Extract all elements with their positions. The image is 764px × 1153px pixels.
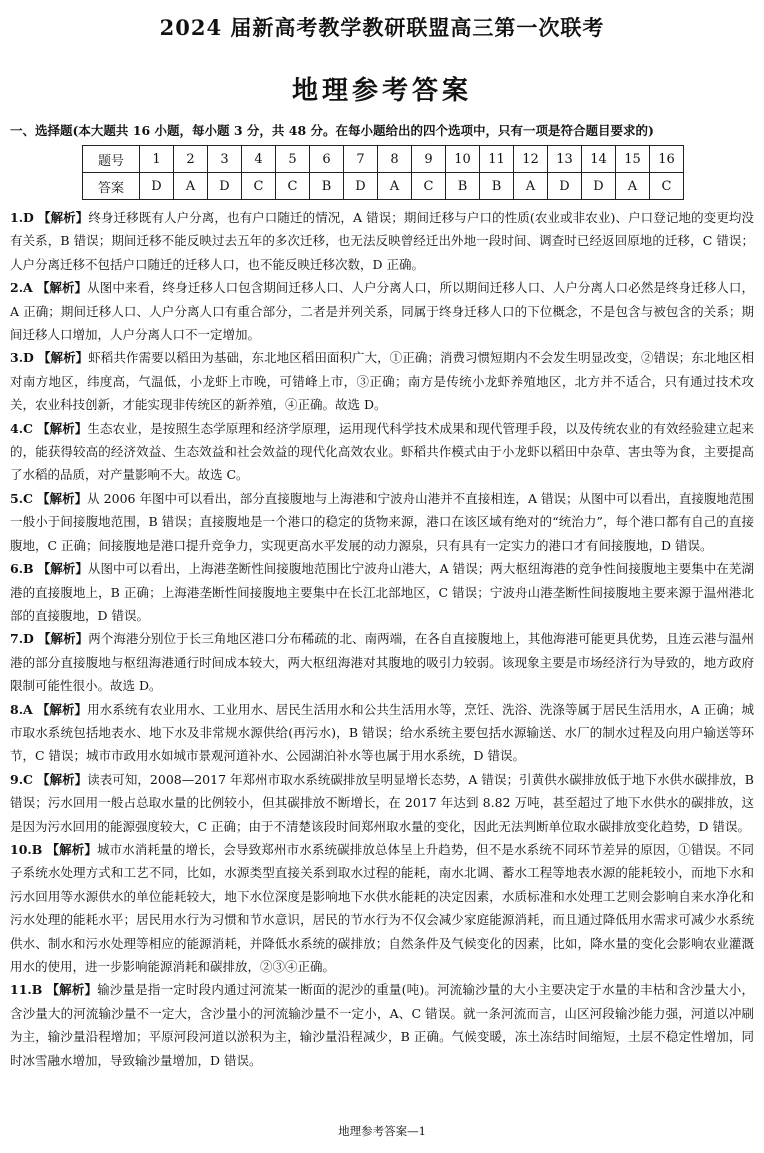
- analysis-tag: 【解析】: [37, 210, 89, 225]
- explanation-item: [10, 417, 754, 487]
- answer-cell: D: [582, 173, 616, 200]
- explanation-item: [10, 978, 754, 1072]
- explanation-text: 两个海港分别位于长三角地区港口分布稀疏的北、南两端，在各自直接腹地上，其他海港可能更具优势，且连云港与温州港的部分直接腹地与枢纽海港通行时间成本较大，两大枢纽海港对其腹地的吸引力较弱。该现象主要是市场经济行为导致的，地方政府限制可能性很小。故选 D。: [10, 631, 754, 694]
- answer-cell: A: [616, 173, 650, 200]
- question-number-cell: 4: [242, 146, 276, 173]
- page-footer: 地理参考答案—1: [338, 1124, 426, 1138]
- question-number-cell: 13: [548, 146, 582, 173]
- answer-cell: D: [344, 173, 378, 200]
- explanation-item: [10, 557, 754, 627]
- answer-cell: B: [310, 173, 344, 200]
- explanation-item: [10, 346, 754, 416]
- question-number-cell: 2: [174, 146, 208, 173]
- explanation-text: 从图中可以看出，上海港垄断性间接腹地范围比宁波舟山港大，A 错误；两大枢纽海港的竞争性间接腹地主要集中在芜湖港的直接腹地上，B 正确；上海港垄断性间接腹地主要集中在长江北部地区，C 错误；宁波舟山港垄断性间接腹地主要来源于温州港北部的直接腹地，D 错误。: [10, 561, 754, 623]
- answer-table-number-row: [83, 146, 684, 173]
- question-number: 11.B: [10, 982, 43, 998]
- explanation-text: 读表可知，2008—2017 年郑州市取水系统碳排放呈明显增长态势，A 错误；引黄供水碳排放低于地下水供水碳排放，B 错误；污水回用一般占总取水量的比例较小，但其碳排放不断增长，在 2017 年达到 8.82 万吨，甚至超过了地下水供水的碳排放，这是因为污水回用的能源强度较大，C 正确；由于不清楚该段时间郑州取水量的变化，因此无法判断单位取水碳排放变化趋势，D 错误。: [10, 771, 754, 834]
- explanation-item: [10, 276, 754, 346]
- question-number-cell: 16: [650, 146, 684, 173]
- question-number: 4.C: [10, 420, 33, 436]
- analysis-tag: 【解析】: [37, 350, 89, 366]
- question-number-cell: 3: [208, 146, 242, 173]
- analysis-tag: 【解析】: [36, 701, 88, 717]
- answer-cell: D: [208, 173, 242, 200]
- question-number: 2.A: [10, 280, 33, 296]
- explanation-text: 生态农业，是按照生态学原理和经济学原理，运用现代科学技术成果和现代管理手段，以及传统农业的有效经验建立起来的，能获得较高的经济效益、生态效益和社会效益的现代化高效农业。虾稻共作模式由于小龙虾以稻田中杂草、害虫等为食，主要提高了水稻的品质，对产量影响不大。故选 C。: [10, 420, 754, 483]
- explanation-text: 用水系统有农业用水、工业用水、居民生活用水和公共生活用水等，烹饪、洗浴、洗涤等属于居民生活用水，A 正确；城市取水系统包括地表水、地下水及非常规水源供给(再污水)，B 错误；给水系统主要包括水源输送、水厂的制水过程及向用户输送等环节，C 错误；城市市政用水如城市景观河道补水、公园湖泊补水等也属于用水系统，D 错误。: [10, 701, 754, 764]
- explanation-text: 从 2006 年图中可以看出，部分直接腹地与上海港和宁波舟山港并不直接相连，A 错误；从图中可以看出，直接腹地范围一般小于间接腹地范围，B 错误；直接腹地是一个港口的稳定的货物来源，港口在该区域有绝对的“统治力”，每个港口都有自己的直接腹地，C 正确；间接腹地是港口提升竞争力，实现更高水平发展的动力源泉，只有具有一定实力的港口才有间接腹地，D 错误。: [10, 490, 754, 553]
- question-number: 5.C: [10, 490, 33, 506]
- question-number: 6.B: [10, 561, 34, 577]
- exam-title: 2024 届新高考教学教研联盟高三第一次联考: [159, 15, 605, 40]
- answer-cell: D: [548, 173, 582, 200]
- question-number-cell: 12: [514, 146, 548, 173]
- answer-cell: A: [514, 173, 548, 200]
- question-number: 1.D: [10, 210, 34, 225]
- analysis-tag: 【解析】: [37, 771, 88, 787]
- answer-table-answer-row: [83, 173, 684, 200]
- answer-table-row-label: 题号: [83, 146, 140, 173]
- question-number-cell: 5: [276, 146, 310, 173]
- answer-cell: B: [446, 173, 480, 200]
- question-number-cell: 15: [616, 146, 650, 173]
- question-number-cell: 8: [378, 146, 412, 173]
- analysis-tag: 【解析】: [37, 490, 88, 506]
- explanation-item: [10, 698, 754, 768]
- question-number-cell: 7: [344, 146, 378, 173]
- section-heading: 一、选择题(本大题共 16 小题，每小题 3 分，共 48 分。在每小题给出的四个选项中，只有一项是符合题目要求的): [10, 123, 654, 138]
- explanation-text: 终身迁移既有人户分离，也有户口随迁的情况，A 错误；期间迁移与户口的性质(农业或非农业)、户口登记地的变更均没有关系，B 错误；期间迁移不能反映过去五年的多次迁移，也无法反映曾经迁出外地一段时间、调查时已经返回原地的迁移，C 错误；人户分离迁移不包括户口随迁的迁移人口，也不能反映迁移次数，D 正确。: [10, 210, 754, 272]
- answer-cell: C: [650, 173, 684, 200]
- explanation-text: 从图中来看，终身迁移人口包含期间迁移人口、人户分离人口，所以期间迁移人口、人户分离人口必然是终身迁移人口，A 正确；期间迁移人口、人户分离人口有重合部分，二者是并列关系，同属于终身迁移人口的下位概念，不是包含与被包含的关系；期间迁移人口增加，人户分离人口不一定增加。: [10, 280, 754, 343]
- explanation-text: 城市水消耗量的增长，会导致郑州市水系统碳排放总体呈上升趋势，但不是水系统不同环节差异的原因，①错误。不同子系统水处理方式和工艺不同，比如，水源类型直接关系到取水过程的能耗，南水北调、蓄水工程等地表水源的能耗较小，而地下水和污水回用等水源供水的单位能耗较大，地下水位深度是影响地下水供水能耗的决定因素，水质标准和水处理工艺则会影响自来水净化和污水处理的能耗水平；居民用水行为习惯和节水意识，居民的节水行为不仅会减少家庭能源消耗，而且通过降低用水需求可减少水系统供水、制水和污水处理等相应的能源消耗，并降低水系统的碳排放；自然条件及气候变化的因素，比如，降水量的变化会影响农业灌溉用水的使用，进一步影响能源消耗和碳排放，②③④正确。: [10, 841, 754, 974]
- explanation-item: [10, 206, 754, 276]
- question-number-cell: 1: [140, 146, 174, 173]
- explanations-list: [10, 206, 754, 1072]
- answer-cell: C: [242, 173, 276, 200]
- question-number-cell: 6: [310, 146, 344, 173]
- explanation-text: 输沙量是指一定时段内通过河流某一断面的泥沙的重量(吨)。河流输沙量的大小主要决定于水量的丰枯和含沙量大小，含沙量大的河流输沙量不一定大，含沙量小的河流输沙量不一定小，A、C 错误。就一条河流而言，山区河段输沙能力强，河道以冲刷为主，输沙量沿程增加；平原河段河道以淤积为主，输沙量沿程减少，B 正确。气候变暖，冻土冻结时间缩短，土层不稳定性增加，同时冰雪融水增加，导致输沙量增加，D 错误。: [10, 982, 754, 1068]
- question-number: 8.A: [10, 701, 33, 717]
- answer-cell: C: [276, 173, 310, 200]
- explanation-item: [10, 768, 754, 838]
- answer-cell: A: [378, 173, 412, 200]
- analysis-tag: 【解析】: [46, 841, 97, 857]
- question-number-cell: 14: [582, 146, 616, 173]
- answer-cell: C: [412, 173, 446, 200]
- question-number: 7.D: [10, 631, 34, 647]
- explanation-text: 虾稻共作需要以稻田为基础，东北地区稻田面积广大，①正确；消费习惯短期内不会发生明显改变，②错误；东北地区相对南方地区，纬度高，气温低，小龙虾上市晚，可错峰上市，③正确；南方是传统小龙虾养殖地区，北方并不适合，只有通过技术攻关，农业科技创新，才能实现非传统区的新养殖，④正确。故选 D。: [10, 350, 754, 413]
- page-title: 地理参考答案: [291, 76, 472, 106]
- analysis-tag: 【解析】: [36, 280, 88, 296]
- analysis-tag: 【解析】: [37, 420, 88, 436]
- question-number-cell: 10: [446, 146, 480, 173]
- explanation-item: [10, 838, 754, 978]
- answer-table-row-label: 答案: [83, 173, 140, 200]
- answer-cell: B: [480, 173, 514, 200]
- question-number-cell: 11: [480, 146, 514, 173]
- question-number: 3.D: [10, 350, 34, 366]
- question-number: 10.B: [10, 841, 43, 857]
- question-number: 9.C: [10, 771, 33, 787]
- explanation-item: [10, 487, 754, 557]
- answer-cell: D: [140, 173, 174, 200]
- analysis-tag: 【解析】: [46, 982, 98, 998]
- answer-cell: A: [174, 173, 208, 200]
- explanation-item: [10, 627, 754, 697]
- analysis-tag: 【解析】: [37, 631, 89, 647]
- answer-table: [82, 145, 684, 200]
- question-number-cell: 9: [412, 146, 446, 173]
- analysis-tag: 【解析】: [37, 561, 88, 577]
